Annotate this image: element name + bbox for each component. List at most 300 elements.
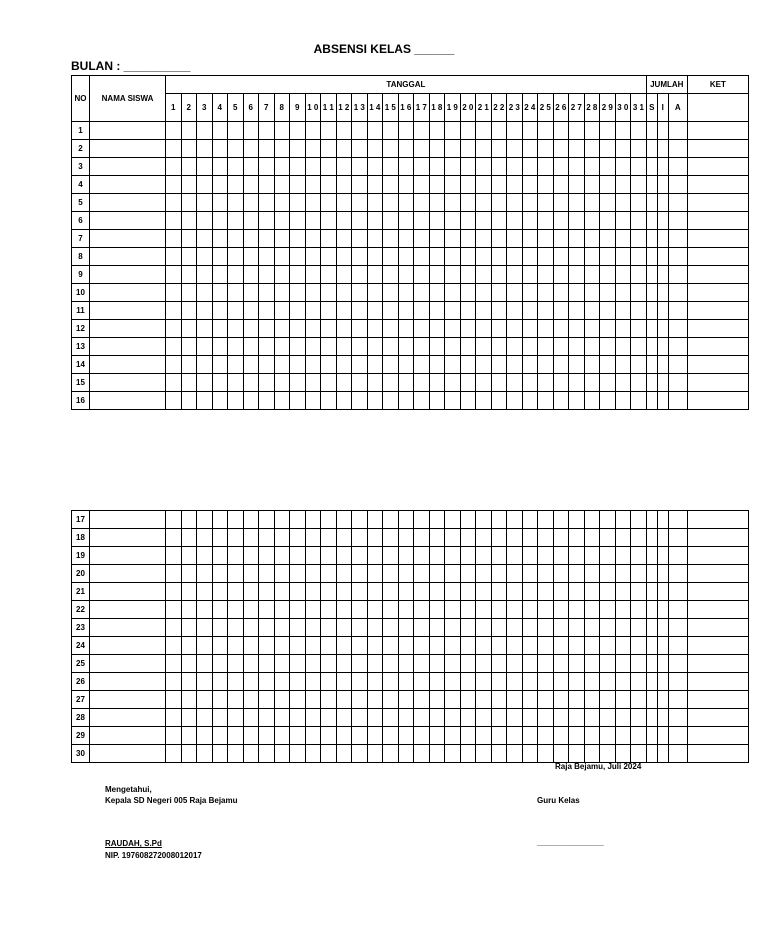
- attendance-cell[interactable]: [243, 266, 259, 284]
- jumlah-a-cell[interactable]: [668, 212, 687, 230]
- attendance-cell[interactable]: [181, 230, 197, 248]
- attendance-cell[interactable]: [166, 745, 182, 763]
- jumlah-i-cell[interactable]: [657, 511, 668, 529]
- attendance-cell[interactable]: [476, 727, 492, 745]
- attendance-cell[interactable]: [584, 194, 600, 212]
- attendance-cell[interactable]: [212, 392, 228, 410]
- attendance-cell[interactable]: [476, 583, 492, 601]
- attendance-cell[interactable]: [615, 194, 631, 212]
- attendance-cell[interactable]: [429, 266, 445, 284]
- attendance-cell[interactable]: [212, 529, 228, 547]
- jumlah-a-cell[interactable]: [668, 230, 687, 248]
- jumlah-a-cell[interactable]: [668, 709, 687, 727]
- attendance-cell[interactable]: [507, 302, 523, 320]
- attendance-cell[interactable]: [553, 320, 569, 338]
- attendance-cell[interactable]: [460, 212, 476, 230]
- attendance-cell[interactable]: [197, 320, 213, 338]
- attendance-cell[interactable]: [507, 176, 523, 194]
- attendance-cell[interactable]: [584, 565, 600, 583]
- jumlah-i-cell[interactable]: [657, 727, 668, 745]
- attendance-cell[interactable]: [429, 284, 445, 302]
- attendance-cell[interactable]: [398, 565, 414, 583]
- attendance-cell[interactable]: [553, 266, 569, 284]
- attendance-cell[interactable]: [166, 583, 182, 601]
- attendance-cell[interactable]: [429, 619, 445, 637]
- attendance-cell[interactable]: [445, 320, 461, 338]
- attendance-cell[interactable]: [166, 194, 182, 212]
- attendance-cell[interactable]: [336, 302, 352, 320]
- attendance-cell[interactable]: [228, 230, 244, 248]
- attendance-cell[interactable]: [491, 619, 507, 637]
- attendance-cell[interactable]: [414, 194, 430, 212]
- jumlah-i-cell[interactable]: [657, 529, 668, 547]
- attendance-cell[interactable]: [212, 122, 228, 140]
- attendance-cell[interactable]: [414, 511, 430, 529]
- attendance-cell[interactable]: [336, 374, 352, 392]
- attendance-cell[interactable]: [181, 266, 197, 284]
- attendance-cell[interactable]: [429, 374, 445, 392]
- ket-cell[interactable]: [687, 745, 748, 763]
- attendance-cell[interactable]: [228, 529, 244, 547]
- attendance-cell[interactable]: [584, 601, 600, 619]
- attendance-cell[interactable]: [367, 302, 383, 320]
- attendance-cell[interactable]: [429, 320, 445, 338]
- attendance-cell[interactable]: [615, 284, 631, 302]
- ket-cell[interactable]: [687, 511, 748, 529]
- attendance-cell[interactable]: [507, 158, 523, 176]
- attendance-cell[interactable]: [274, 338, 290, 356]
- attendance-cell[interactable]: [631, 392, 647, 410]
- jumlah-a-cell[interactable]: [668, 619, 687, 637]
- attendance-cell[interactable]: [631, 356, 647, 374]
- student-name-cell[interactable]: [90, 158, 166, 176]
- attendance-cell[interactable]: [197, 392, 213, 410]
- attendance-cell[interactable]: [569, 547, 585, 565]
- attendance-cell[interactable]: [166, 392, 182, 410]
- attendance-cell[interactable]: [259, 374, 275, 392]
- attendance-cell[interactable]: [305, 673, 321, 691]
- attendance-cell[interactable]: [212, 176, 228, 194]
- attendance-cell[interactable]: [336, 230, 352, 248]
- attendance-cell[interactable]: [336, 356, 352, 374]
- attendance-cell[interactable]: [212, 356, 228, 374]
- attendance-cell[interactable]: [476, 637, 492, 655]
- attendance-cell[interactable]: [491, 583, 507, 601]
- attendance-cell[interactable]: [367, 392, 383, 410]
- attendance-cell[interactable]: [569, 194, 585, 212]
- attendance-cell[interactable]: [243, 727, 259, 745]
- student-name-cell[interactable]: [90, 230, 166, 248]
- attendance-cell[interactable]: [305, 212, 321, 230]
- attendance-cell[interactable]: [197, 727, 213, 745]
- ket-cell[interactable]: [687, 194, 748, 212]
- attendance-cell[interactable]: [584, 727, 600, 745]
- attendance-cell[interactable]: [507, 601, 523, 619]
- attendance-cell[interactable]: [507, 619, 523, 637]
- attendance-cell[interactable]: [290, 230, 306, 248]
- attendance-cell[interactable]: [321, 583, 337, 601]
- attendance-cell[interactable]: [212, 248, 228, 266]
- attendance-cell[interactable]: [383, 583, 399, 601]
- attendance-cell[interactable]: [398, 212, 414, 230]
- attendance-cell[interactable]: [460, 140, 476, 158]
- attendance-cell[interactable]: [305, 547, 321, 565]
- jumlah-i-cell[interactable]: [657, 392, 668, 410]
- attendance-cell[interactable]: [631, 565, 647, 583]
- attendance-cell[interactable]: [414, 374, 430, 392]
- attendance-cell[interactable]: [274, 565, 290, 583]
- attendance-cell[interactable]: [197, 176, 213, 194]
- attendance-cell[interactable]: [243, 745, 259, 763]
- attendance-cell[interactable]: [615, 583, 631, 601]
- attendance-cell[interactable]: [367, 158, 383, 176]
- attendance-cell[interactable]: [197, 655, 213, 673]
- attendance-cell[interactable]: [181, 547, 197, 565]
- attendance-cell[interactable]: [228, 392, 244, 410]
- attendance-cell[interactable]: [305, 230, 321, 248]
- attendance-cell[interactable]: [321, 302, 337, 320]
- attendance-cell[interactable]: [259, 745, 275, 763]
- attendance-cell[interactable]: [460, 529, 476, 547]
- attendance-cell[interactable]: [290, 565, 306, 583]
- attendance-cell[interactable]: [243, 194, 259, 212]
- attendance-cell[interactable]: [243, 529, 259, 547]
- attendance-cell[interactable]: [631, 601, 647, 619]
- attendance-cell[interactable]: [491, 529, 507, 547]
- jumlah-i-cell[interactable]: [657, 158, 668, 176]
- attendance-cell[interactable]: [336, 176, 352, 194]
- attendance-cell[interactable]: [243, 709, 259, 727]
- attendance-cell[interactable]: [197, 547, 213, 565]
- student-name-cell[interactable]: [90, 745, 166, 763]
- attendance-cell[interactable]: [522, 176, 538, 194]
- attendance-cell[interactable]: [352, 194, 368, 212]
- attendance-cell[interactable]: [429, 230, 445, 248]
- attendance-cell[interactable]: [243, 338, 259, 356]
- attendance-cell[interactable]: [429, 356, 445, 374]
- attendance-cell[interactable]: [166, 529, 182, 547]
- attendance-cell[interactable]: [600, 230, 616, 248]
- attendance-cell[interactable]: [212, 727, 228, 745]
- attendance-cell[interactable]: [476, 266, 492, 284]
- attendance-cell[interactable]: [243, 320, 259, 338]
- attendance-cell[interactable]: [243, 212, 259, 230]
- attendance-cell[interactable]: [398, 392, 414, 410]
- jumlah-i-cell[interactable]: [657, 709, 668, 727]
- attendance-cell[interactable]: [538, 212, 554, 230]
- attendance-cell[interactable]: [274, 194, 290, 212]
- attendance-cell[interactable]: [290, 284, 306, 302]
- attendance-cell[interactable]: [538, 619, 554, 637]
- attendance-cell[interactable]: [336, 547, 352, 565]
- attendance-cell[interactable]: [197, 158, 213, 176]
- attendance-cell[interactable]: [414, 565, 430, 583]
- attendance-cell[interactable]: [243, 374, 259, 392]
- attendance-cell[interactable]: [631, 619, 647, 637]
- attendance-cell[interactable]: [352, 392, 368, 410]
- attendance-cell[interactable]: [507, 529, 523, 547]
- attendance-cell[interactable]: [336, 511, 352, 529]
- ket-cell[interactable]: [687, 302, 748, 320]
- attendance-cell[interactable]: [367, 176, 383, 194]
- jumlah-s-cell[interactable]: [646, 727, 657, 745]
- student-name-cell[interactable]: [90, 392, 166, 410]
- attendance-cell[interactable]: [538, 122, 554, 140]
- attendance-cell[interactable]: [476, 619, 492, 637]
- attendance-cell[interactable]: [352, 583, 368, 601]
- attendance-cell[interactable]: [274, 691, 290, 709]
- attendance-cell[interactable]: [615, 158, 631, 176]
- attendance-cell[interactable]: [569, 284, 585, 302]
- attendance-cell[interactable]: [305, 338, 321, 356]
- attendance-cell[interactable]: [321, 727, 337, 745]
- attendance-cell[interactable]: [569, 248, 585, 266]
- attendance-cell[interactable]: [522, 547, 538, 565]
- attendance-cell[interactable]: [553, 727, 569, 745]
- ket-cell[interactable]: [687, 392, 748, 410]
- attendance-cell[interactable]: [414, 655, 430, 673]
- attendance-cell[interactable]: [615, 338, 631, 356]
- attendance-cell[interactable]: [476, 284, 492, 302]
- attendance-cell[interactable]: [445, 637, 461, 655]
- attendance-cell[interactable]: [166, 673, 182, 691]
- attendance-cell[interactable]: [259, 320, 275, 338]
- attendance-cell[interactable]: [569, 727, 585, 745]
- attendance-cell[interactable]: [259, 284, 275, 302]
- attendance-cell[interactable]: [197, 302, 213, 320]
- attendance-cell[interactable]: [600, 547, 616, 565]
- attendance-cell[interactable]: [305, 248, 321, 266]
- attendance-cell[interactable]: [367, 583, 383, 601]
- attendance-cell[interactable]: [553, 230, 569, 248]
- attendance-cell[interactable]: [290, 248, 306, 266]
- attendance-cell[interactable]: [569, 212, 585, 230]
- attendance-cell[interactable]: [507, 637, 523, 655]
- attendance-cell[interactable]: [553, 302, 569, 320]
- attendance-cell[interactable]: [228, 212, 244, 230]
- attendance-cell[interactable]: [212, 140, 228, 158]
- attendance-cell[interactable]: [414, 691, 430, 709]
- student-name-cell[interactable]: [90, 176, 166, 194]
- student-name-cell[interactable]: [90, 140, 166, 158]
- attendance-cell[interactable]: [228, 601, 244, 619]
- attendance-cell[interactable]: [352, 356, 368, 374]
- attendance-cell[interactable]: [600, 194, 616, 212]
- attendance-cell[interactable]: [352, 619, 368, 637]
- attendance-cell[interactable]: [429, 176, 445, 194]
- attendance-cell[interactable]: [631, 374, 647, 392]
- jumlah-i-cell[interactable]: [657, 583, 668, 601]
- attendance-cell[interactable]: [569, 691, 585, 709]
- attendance-cell[interactable]: [336, 392, 352, 410]
- jumlah-a-cell[interactable]: [668, 745, 687, 763]
- attendance-cell[interactable]: [553, 565, 569, 583]
- attendance-cell[interactable]: [584, 691, 600, 709]
- attendance-cell[interactable]: [336, 248, 352, 266]
- attendance-cell[interactable]: [507, 583, 523, 601]
- attendance-cell[interactable]: [352, 140, 368, 158]
- attendance-cell[interactable]: [290, 745, 306, 763]
- attendance-cell[interactable]: [476, 140, 492, 158]
- attendance-cell[interactable]: [460, 284, 476, 302]
- attendance-cell[interactable]: [398, 673, 414, 691]
- attendance-cell[interactable]: [631, 158, 647, 176]
- attendance-cell[interactable]: [414, 122, 430, 140]
- attendance-cell[interactable]: [181, 709, 197, 727]
- attendance-cell[interactable]: [197, 565, 213, 583]
- attendance-cell[interactable]: [615, 565, 631, 583]
- attendance-cell[interactable]: [615, 140, 631, 158]
- attendance-cell[interactable]: [491, 266, 507, 284]
- attendance-cell[interactable]: [476, 374, 492, 392]
- jumlah-s-cell[interactable]: [646, 140, 657, 158]
- attendance-cell[interactable]: [290, 356, 306, 374]
- attendance-cell[interactable]: [290, 122, 306, 140]
- attendance-cell[interactable]: [212, 284, 228, 302]
- attendance-cell[interactable]: [584, 140, 600, 158]
- attendance-cell[interactable]: [290, 655, 306, 673]
- attendance-cell[interactable]: [228, 673, 244, 691]
- attendance-cell[interactable]: [321, 140, 337, 158]
- attendance-cell[interactable]: [212, 601, 228, 619]
- attendance-cell[interactable]: [321, 565, 337, 583]
- student-name-cell[interactable]: [90, 212, 166, 230]
- attendance-cell[interactable]: [305, 374, 321, 392]
- attendance-cell[interactable]: [166, 176, 182, 194]
- attendance-cell[interactable]: [615, 709, 631, 727]
- attendance-cell[interactable]: [336, 727, 352, 745]
- attendance-cell[interactable]: [274, 727, 290, 745]
- jumlah-a-cell[interactable]: [668, 302, 687, 320]
- attendance-cell[interactable]: [522, 691, 538, 709]
- jumlah-i-cell[interactable]: [657, 601, 668, 619]
- jumlah-s-cell[interactable]: [646, 547, 657, 565]
- attendance-cell[interactable]: [243, 547, 259, 565]
- jumlah-a-cell[interactable]: [668, 356, 687, 374]
- jumlah-a-cell[interactable]: [668, 673, 687, 691]
- attendance-cell[interactable]: [584, 212, 600, 230]
- attendance-cell[interactable]: [352, 248, 368, 266]
- attendance-cell[interactable]: [321, 392, 337, 410]
- attendance-cell[interactable]: [181, 284, 197, 302]
- attendance-cell[interactable]: [290, 601, 306, 619]
- attendance-cell[interactable]: [197, 248, 213, 266]
- attendance-cell[interactable]: [383, 565, 399, 583]
- ket-cell[interactable]: [687, 601, 748, 619]
- attendance-cell[interactable]: [305, 655, 321, 673]
- student-name-cell[interactable]: [90, 727, 166, 745]
- jumlah-a-cell[interactable]: [668, 511, 687, 529]
- attendance-cell[interactable]: [336, 619, 352, 637]
- attendance-cell[interactable]: [367, 655, 383, 673]
- attendance-cell[interactable]: [336, 212, 352, 230]
- attendance-cell[interactable]: [166, 140, 182, 158]
- attendance-cell[interactable]: [491, 230, 507, 248]
- attendance-cell[interactable]: [414, 176, 430, 194]
- attendance-cell[interactable]: [569, 320, 585, 338]
- attendance-cell[interactable]: [631, 194, 647, 212]
- attendance-cell[interactable]: [336, 194, 352, 212]
- attendance-cell[interactable]: [615, 374, 631, 392]
- attendance-cell[interactable]: [290, 691, 306, 709]
- attendance-cell[interactable]: [615, 212, 631, 230]
- attendance-cell[interactable]: [336, 529, 352, 547]
- attendance-cell[interactable]: [398, 122, 414, 140]
- jumlah-i-cell[interactable]: [657, 356, 668, 374]
- attendance-cell[interactable]: [228, 547, 244, 565]
- attendance-cell[interactable]: [507, 248, 523, 266]
- jumlah-s-cell[interactable]: [646, 284, 657, 302]
- attendance-cell[interactable]: [445, 212, 461, 230]
- attendance-cell[interactable]: [615, 637, 631, 655]
- attendance-cell[interactable]: [321, 248, 337, 266]
- attendance-cell[interactable]: [600, 248, 616, 266]
- jumlah-i-cell[interactable]: [657, 266, 668, 284]
- attendance-cell[interactable]: [569, 122, 585, 140]
- attendance-cell[interactable]: [228, 709, 244, 727]
- attendance-cell[interactable]: [259, 338, 275, 356]
- attendance-cell[interactable]: [491, 212, 507, 230]
- jumlah-i-cell[interactable]: [657, 673, 668, 691]
- attendance-cell[interactable]: [212, 338, 228, 356]
- attendance-cell[interactable]: [367, 284, 383, 302]
- attendance-cell[interactable]: [367, 194, 383, 212]
- attendance-cell[interactable]: [166, 547, 182, 565]
- attendance-cell[interactable]: [491, 392, 507, 410]
- attendance-cell[interactable]: [274, 529, 290, 547]
- attendance-cell[interactable]: [166, 727, 182, 745]
- attendance-cell[interactable]: [274, 601, 290, 619]
- attendance-cell[interactable]: [600, 583, 616, 601]
- attendance-cell[interactable]: [569, 356, 585, 374]
- attendance-cell[interactable]: [491, 356, 507, 374]
- attendance-cell[interactable]: [212, 212, 228, 230]
- student-name-cell[interactable]: [90, 248, 166, 266]
- attendance-cell[interactable]: [321, 194, 337, 212]
- attendance-cell[interactable]: [290, 547, 306, 565]
- attendance-cell[interactable]: [507, 691, 523, 709]
- attendance-cell[interactable]: [259, 709, 275, 727]
- attendance-cell[interactable]: [181, 140, 197, 158]
- attendance-cell[interactable]: [600, 266, 616, 284]
- attendance-cell[interactable]: [166, 356, 182, 374]
- attendance-cell[interactable]: [259, 583, 275, 601]
- student-name-cell[interactable]: [90, 529, 166, 547]
- attendance-cell[interactable]: [507, 745, 523, 763]
- attendance-cell[interactable]: [538, 529, 554, 547]
- attendance-cell[interactable]: [228, 356, 244, 374]
- student-name-cell[interactable]: [90, 619, 166, 637]
- attendance-cell[interactable]: [367, 511, 383, 529]
- attendance-cell[interactable]: [491, 511, 507, 529]
- attendance-cell[interactable]: [321, 122, 337, 140]
- attendance-cell[interactable]: [228, 637, 244, 655]
- attendance-cell[interactable]: [584, 122, 600, 140]
- attendance-cell[interactable]: [522, 601, 538, 619]
- ket-cell[interactable]: [687, 709, 748, 727]
- attendance-cell[interactable]: [538, 338, 554, 356]
- attendance-cell[interactable]: [367, 320, 383, 338]
- attendance-cell[interactable]: [553, 529, 569, 547]
- student-name-cell[interactable]: [90, 374, 166, 392]
- attendance-cell[interactable]: [367, 374, 383, 392]
- attendance-cell[interactable]: [321, 338, 337, 356]
- ket-cell[interactable]: [687, 356, 748, 374]
- attendance-cell[interactable]: [507, 194, 523, 212]
- student-name-cell[interactable]: [90, 266, 166, 284]
- jumlah-i-cell[interactable]: [657, 745, 668, 763]
- jumlah-s-cell[interactable]: [646, 565, 657, 583]
